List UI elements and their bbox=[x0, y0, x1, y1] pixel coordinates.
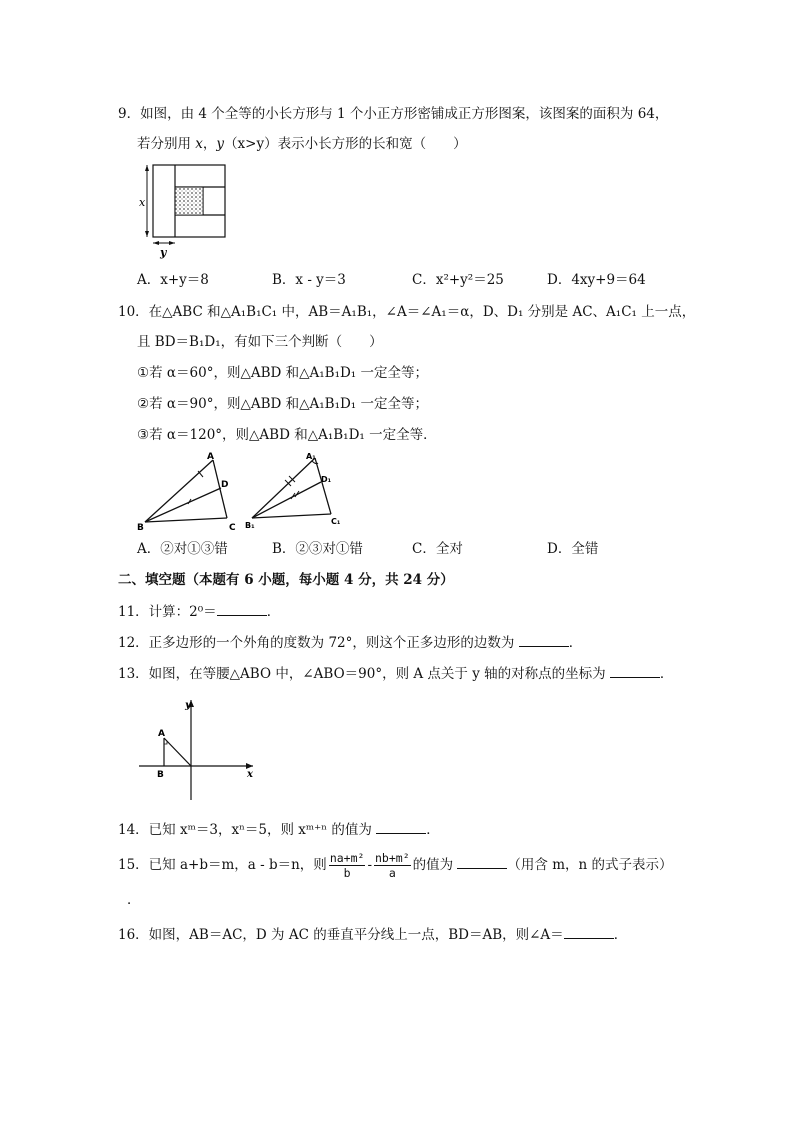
q13-end: ． bbox=[659, 666, 674, 682]
q10-label-a1: A₁ bbox=[306, 452, 316, 461]
q12-end: ． bbox=[568, 635, 583, 651]
q14-end: ． bbox=[426, 822, 440, 838]
q10-judgement-2 bbox=[137, 394, 428, 414]
q9-fig-y: y bbox=[160, 246, 167, 259]
q13-label-b: B bbox=[157, 770, 164, 780]
q14-answer-blank[interactable] bbox=[376, 833, 426, 834]
q9-var-x: x bbox=[195, 136, 203, 152]
q10-triangle-a1b1c1 bbox=[245, 452, 341, 530]
q16-text: 16．如图，AB＝AC，D 为 AC 的垂直平分线上一点，BD＝AB，则∠A＝ bbox=[118, 927, 564, 943]
q10-option-b[interactable]: B．②③对①错 bbox=[272, 541, 363, 557]
q10-mark-1: ① bbox=[137, 365, 150, 381]
q15-end: ． bbox=[127, 892, 141, 908]
q15-minus: - bbox=[367, 857, 372, 873]
q15-fraction-2 bbox=[374, 851, 411, 881]
section-heading-fill-in: 二、填空题（本题有 6 小题，每小题 4 分，共 24 分） bbox=[118, 572, 454, 588]
q10-label-a: A bbox=[207, 452, 214, 462]
q10-line2: 且 BD＝B₁D₁，有如下三个判断（ ） bbox=[137, 334, 383, 350]
q13-label-a: A bbox=[158, 729, 165, 739]
q10-triangle-abc bbox=[137, 452, 236, 533]
q15 bbox=[118, 848, 673, 882]
q15-text: 15．已知 a+b＝m，a - b＝n，则 bbox=[118, 857, 327, 873]
q15-text-c: （用含 m，n 的式子表示） bbox=[507, 857, 673, 873]
q10-label-c1: C₁ bbox=[331, 517, 341, 526]
q12-text: 12．正多边形的一个外角的度数为 72°，则这个正多边形的边数为 bbox=[118, 635, 515, 651]
q10-option-d[interactable]: D．全错 bbox=[547, 541, 599, 557]
q9-line2-b: 表示小长方形的长和宽（ ） bbox=[277, 136, 467, 152]
q10-label-b1: B₁ bbox=[245, 521, 255, 530]
q15-num2: nb+m² bbox=[375, 850, 410, 865]
q9-line2-a: 若分别用 bbox=[137, 136, 191, 152]
q11-end: ． bbox=[266, 604, 281, 620]
q9-cond: （x>y） bbox=[224, 136, 278, 152]
q10-j3-text: 若 α＝120°，则△ABD 和△A₁B₁D₁ 一定全等． bbox=[149, 427, 437, 443]
q10-judgement-1 bbox=[137, 363, 428, 383]
q15-answer-blank[interactable] bbox=[457, 868, 507, 869]
q11-text: 11．计算：2⁰＝ bbox=[118, 604, 217, 620]
q13-figure bbox=[135, 694, 260, 806]
q13-axis-x: x bbox=[247, 769, 253, 780]
q16 bbox=[118, 925, 627, 945]
q16-answer-blank[interactable] bbox=[564, 938, 614, 939]
q9-option-a[interactable]: A．x+y＝8 bbox=[137, 272, 209, 288]
q9-line1: 9．如图，由 4 个全等的小长方形与 1 个小正方形密铺成正方形图案，该图案的面积为 64， bbox=[118, 106, 669, 122]
q15-text-b: 的值为 bbox=[412, 857, 454, 873]
q10-label-d: D bbox=[221, 480, 229, 490]
q10-judgement-3 bbox=[137, 425, 437, 445]
q16-end: ． bbox=[613, 927, 628, 943]
q13-answer-blank[interactable] bbox=[610, 677, 660, 678]
q15-fraction-1 bbox=[329, 851, 366, 881]
q12 bbox=[118, 633, 582, 653]
q9-fig-x: x bbox=[139, 196, 146, 209]
q9-var-y: y bbox=[216, 136, 225, 152]
q14 bbox=[118, 820, 440, 840]
q12-answer-blank[interactable] bbox=[519, 646, 569, 647]
q14-text: 14．已知 xᵐ＝3，xⁿ＝5，则 xᵐ⁺ⁿ 的值为 bbox=[118, 822, 372, 838]
q13-text: 13．如图，在等腰△ABO 中，∠ABO＝90°，则 A 点关于 y 轴的对称点的坐标为 bbox=[118, 666, 606, 682]
q9-option-b[interactable]: B．x - y＝3 bbox=[272, 272, 346, 288]
q9-line2 bbox=[137, 134, 467, 154]
q10-mark-3: ③ bbox=[137, 427, 150, 443]
q13 bbox=[118, 664, 673, 684]
q9-option-c[interactable]: C．x²+y²＝25 bbox=[412, 272, 504, 288]
q10-j1-text: 若 α＝60°，则△ABD 和△A₁B₁D₁ 一定全等； bbox=[149, 365, 429, 381]
q10-line1: 10．在△ABC 和△A₁B₁C₁ 中，AB＝A₁B₁，∠A＝∠A₁＝α，D、D₁ 分别是 AC、A₁C₁ 上一点， bbox=[118, 304, 696, 320]
q15-den1: b bbox=[343, 865, 351, 880]
q10-label-b: B bbox=[137, 523, 144, 533]
q13-axis-y: y bbox=[185, 700, 191, 711]
q15-den2: a bbox=[388, 865, 396, 880]
q11 bbox=[118, 602, 280, 622]
q10-option-c[interactable]: C．全对 bbox=[412, 541, 463, 557]
q15-num1: na+m² bbox=[329, 850, 365, 865]
q11-answer-blank[interactable] bbox=[217, 615, 267, 616]
q9-sep: ， bbox=[202, 136, 217, 152]
q9-center-square bbox=[176, 188, 203, 215]
q9-figure bbox=[135, 160, 235, 260]
q10-option-a[interactable]: A．②对①③错 bbox=[137, 541, 228, 557]
q10-mark-2: ② bbox=[137, 396, 150, 412]
q10-j2-text: 若 α＝90°，则△ABD 和△A₁B₁D₁ 一定全等； bbox=[149, 396, 429, 412]
q10-label-d1: D₁ bbox=[321, 475, 332, 484]
q9-option-d[interactable]: D．4xy+9＝64 bbox=[547, 272, 646, 288]
q10-figure bbox=[135, 452, 350, 534]
q10-label-c: C bbox=[229, 523, 236, 533]
